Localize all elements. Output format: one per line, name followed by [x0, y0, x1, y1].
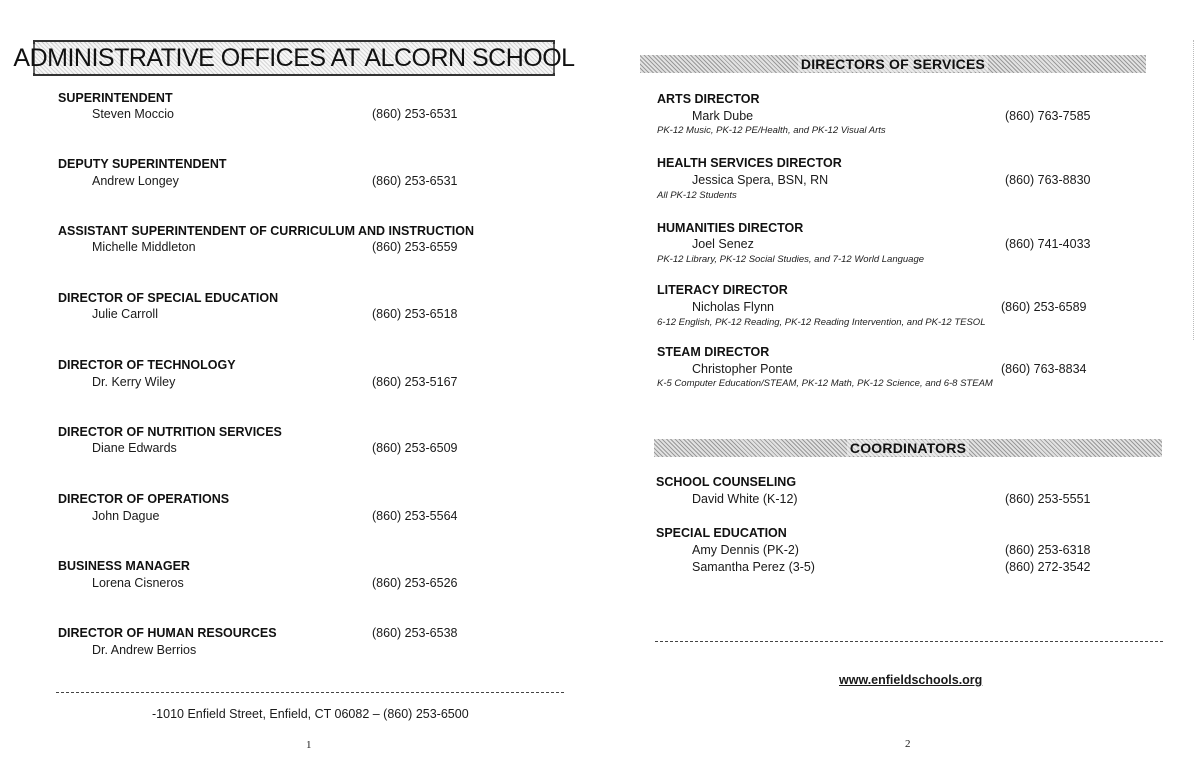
entry-title: DEPUTY SUPERINTENDENT [58, 157, 227, 171]
entry-name: Andrew Longey [92, 174, 179, 188]
entry-name: David White (K-12) [692, 492, 798, 506]
entry-name: Joel Senez [692, 237, 754, 251]
footer-divider [56, 692, 564, 693]
entry-name: Mark Dube [692, 109, 754, 123]
coordinator-school-counseling [656, 475, 1091, 506]
entry-phone: (860) 253-6526 [372, 576, 458, 590]
entry-title: DIRECTOR OF NUTRITION SERVICES [58, 425, 282, 439]
entry-title: DIRECTOR OF HUMAN RESOURCES [58, 626, 277, 640]
entry-name: Nicholas Flynn [692, 300, 774, 314]
entry-phone: (860) 253-5167 [372, 375, 458, 389]
entry-director-technology [58, 358, 458, 389]
entry-phone: (860) 763-8834 [1001, 362, 1087, 376]
entry-superintendent [58, 91, 458, 121]
entry-name: Lorena Cisneros [92, 576, 184, 590]
coordinators-banner [654, 439, 1162, 457]
coordinators-heading: COORDINATORS [847, 440, 969, 456]
director-humanities [657, 221, 1091, 265]
entry-title: ASSISTANT SUPERINTENDENT OF CURRICULUM AND INSTRUCTION [58, 224, 474, 238]
entry-description: PK-12 Music, PK-12 PE/Health, and PK-12 Visual Arts [657, 125, 886, 136]
entry-assistant-superintendent [58, 224, 474, 254]
entry-description: K-5 Computer Education/STEAM, PK-12 Math, PK-12 Science, and 6-8 STEAM [657, 378, 993, 389]
entry-title: DIRECTOR OF OPERATIONS [58, 492, 230, 506]
entry-phone: (860) 763-8830 [1005, 173, 1091, 187]
entry-title: BUSINESS MANAGER [58, 559, 190, 573]
footer-address: -1010 Enfield Street, Enfield, CT 06082 – (860) 253-6500 [152, 707, 469, 721]
entry-description: All PK-12 Students [657, 190, 737, 201]
directors-heading: DIRECTORS OF SERVICES [798, 56, 988, 72]
entry-title: STEAM DIRECTOR [657, 345, 770, 359]
entry-title: SCHOOL COUNSELING [656, 475, 797, 489]
page-number: 1 [306, 739, 312, 751]
director-steam [657, 345, 1087, 389]
entry-director-special-education [58, 291, 458, 321]
director-literacy [657, 283, 1087, 328]
footer-divider [655, 641, 1163, 642]
entry-name: Dr. Andrew Berrios [92, 643, 197, 657]
entry-name: Amy Dennis (PK-2) [692, 543, 799, 557]
website-link[interactable]: www.enfieldschools.org [839, 673, 983, 687]
entry-director-human-resources [58, 626, 458, 657]
director-health-services [657, 156, 1091, 201]
entry-name: Julie Carroll [92, 307, 158, 321]
entry-title: HEALTH SERVICES DIRECTOR [657, 156, 842, 170]
entry-name: Diane Edwards [92, 441, 177, 455]
entry-name: Samantha Perez (3-5) [692, 560, 815, 574]
page-title-text: ADMINISTRATIVE OFFICES AT ALCORN SCHOOL [13, 43, 575, 72]
entry-phone: (860) 253-6531 [372, 174, 458, 188]
entry-title: DIRECTOR OF SPECIAL EDUCATION [58, 291, 279, 305]
entry-director-nutrition-services [58, 425, 458, 455]
entry-title: DIRECTOR OF TECHNOLOGY [58, 358, 236, 372]
entry-phone: (860) 253-6589 [1001, 300, 1087, 314]
entry-title: LITERACY DIRECTOR [657, 283, 788, 297]
entry-phone: (860) 253-5551 [1005, 492, 1091, 506]
entry-description: PK-12 Library, PK-12 Social Studies, and 7-12 World Language [657, 254, 925, 265]
entry-name: Christopher Ponte [692, 362, 793, 376]
entry-title: HUMANITIES DIRECTOR [657, 221, 804, 235]
entry-phone: (860) 253-6559 [372, 240, 458, 254]
coordinator-special-education [656, 526, 1091, 574]
entry-business-manager [58, 559, 458, 590]
entry-phone: (860) 253-6318 [1005, 543, 1091, 557]
entry-phone: (860) 272-3542 [1005, 560, 1091, 574]
right-page [600, 0, 1200, 776]
entry-name: Dr. Kerry Wiley [92, 375, 176, 389]
entry-deputy-superintendent [58, 157, 458, 188]
entry-title: ARTS DIRECTOR [657, 92, 760, 106]
page-title [13, 40, 575, 76]
entry-title: SUPERINTENDENT [58, 91, 173, 105]
entry-phone: (860) 253-5564 [372, 509, 458, 523]
entry-title: SPECIAL EDUCATION [656, 526, 787, 540]
scan-edge-mark [1193, 40, 1194, 340]
entry-phone: (860) 741-4033 [1005, 237, 1091, 251]
entry-director-operations [58, 492, 458, 523]
entry-name: John Dague [92, 509, 160, 523]
entry-phone: (860) 253-6509 [372, 441, 458, 455]
director-arts [657, 92, 1091, 136]
entry-name: Michelle Middleton [92, 240, 196, 254]
entry-phone: (860) 253-6538 [372, 626, 458, 640]
entry-name: Jessica Spera, BSN, RN [692, 173, 829, 187]
entry-phone: (860) 763-7585 [1005, 109, 1091, 123]
page-number: 2 [905, 738, 911, 750]
entry-description: 6-12 English, PK-12 Reading, PK-12 Reading Intervention, and PK-12 TESOL [657, 317, 986, 328]
entry-phone: (860) 253-6531 [372, 107, 458, 121]
entry-name: Steven Moccio [92, 107, 174, 121]
entry-phone: (860) 253-6518 [372, 307, 458, 321]
directors-banner [640, 55, 1146, 73]
